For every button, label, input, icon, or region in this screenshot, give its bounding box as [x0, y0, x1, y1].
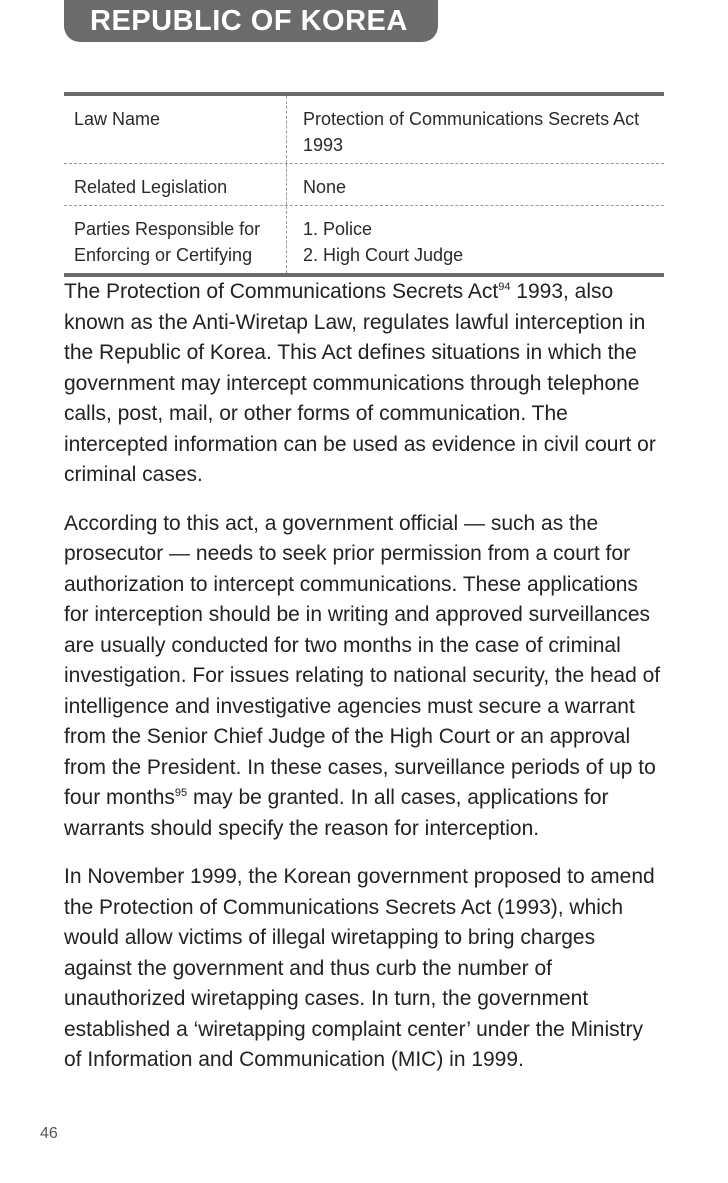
body-text	[64, 277, 664, 1094]
paragraph-text: 1993, also known as the Anti-Wiretap Law, regulates lawful interception in the Republic of Korea. This Act defines situations in which the government may intercept communications through telephone calls, post, mail, or other forms of communication. The intercepted information can be used as evidence in civil court or criminal cases.	[64, 280, 656, 486]
table-value: Protection of Communications Secrets Act 1993	[303, 109, 640, 155]
law-info-table	[64, 92, 664, 277]
table-row-parties-responsible	[64, 206, 664, 273]
table-row-related-legislation	[64, 164, 664, 206]
table-label: Law Name	[64, 96, 287, 163]
paragraph-text: According to this act, a government official — such as the prosecutor — needs to seek prior permission from a court for authorization to intercept communications. These applications for interception should be in writing and approved surveillances are usually conducted for two months in the case of criminal investigation. For issues relating to national security, the head of intelligence and investigative agencies must secure a warrant from the Senior Chief Judge of the High Court or an approval from the President. In these cases, surveillance periods of up to four months	[64, 511, 661, 809]
footnote-ref-94: 94	[498, 281, 511, 293]
section-title: REPUBLIC OF KOREA	[90, 5, 408, 37]
table-value-line: 2. High Court Judge	[303, 245, 464, 265]
table-value-line: 1. Police	[303, 219, 373, 239]
paragraph-2	[64, 509, 664, 845]
table-row-law-name	[64, 96, 664, 164]
paragraph-1	[64, 277, 664, 491]
table-label: Related Legislation	[64, 164, 287, 205]
table-value-list	[287, 206, 664, 273]
footnote-ref-95: 95	[174, 787, 188, 799]
paragraph-text: may be granted. In all cases, applications for warrants should specify the reason for interception.	[64, 786, 609, 840]
paragraph-3	[64, 862, 664, 1076]
page-number: 46	[40, 1125, 58, 1142]
table-label: Parties Responsible for Enforcing or Certifying	[64, 206, 287, 273]
table-value: None	[303, 177, 347, 197]
paragraph-text: In November 1999, the Korean government proposed to amend the Protection of Communications Secrets Act (1993), which would allow victims of illegal wiretapping to bring charges against the government and thus curb the number of unauthorized wiretapping cases. In turn, the government established a ‘wiretapping complaint center’ under the Ministry of Information and Communication (MIC) in 1999.	[64, 865, 655, 1071]
paragraph-text: The Protection of Communications Secrets Act	[64, 280, 499, 303]
